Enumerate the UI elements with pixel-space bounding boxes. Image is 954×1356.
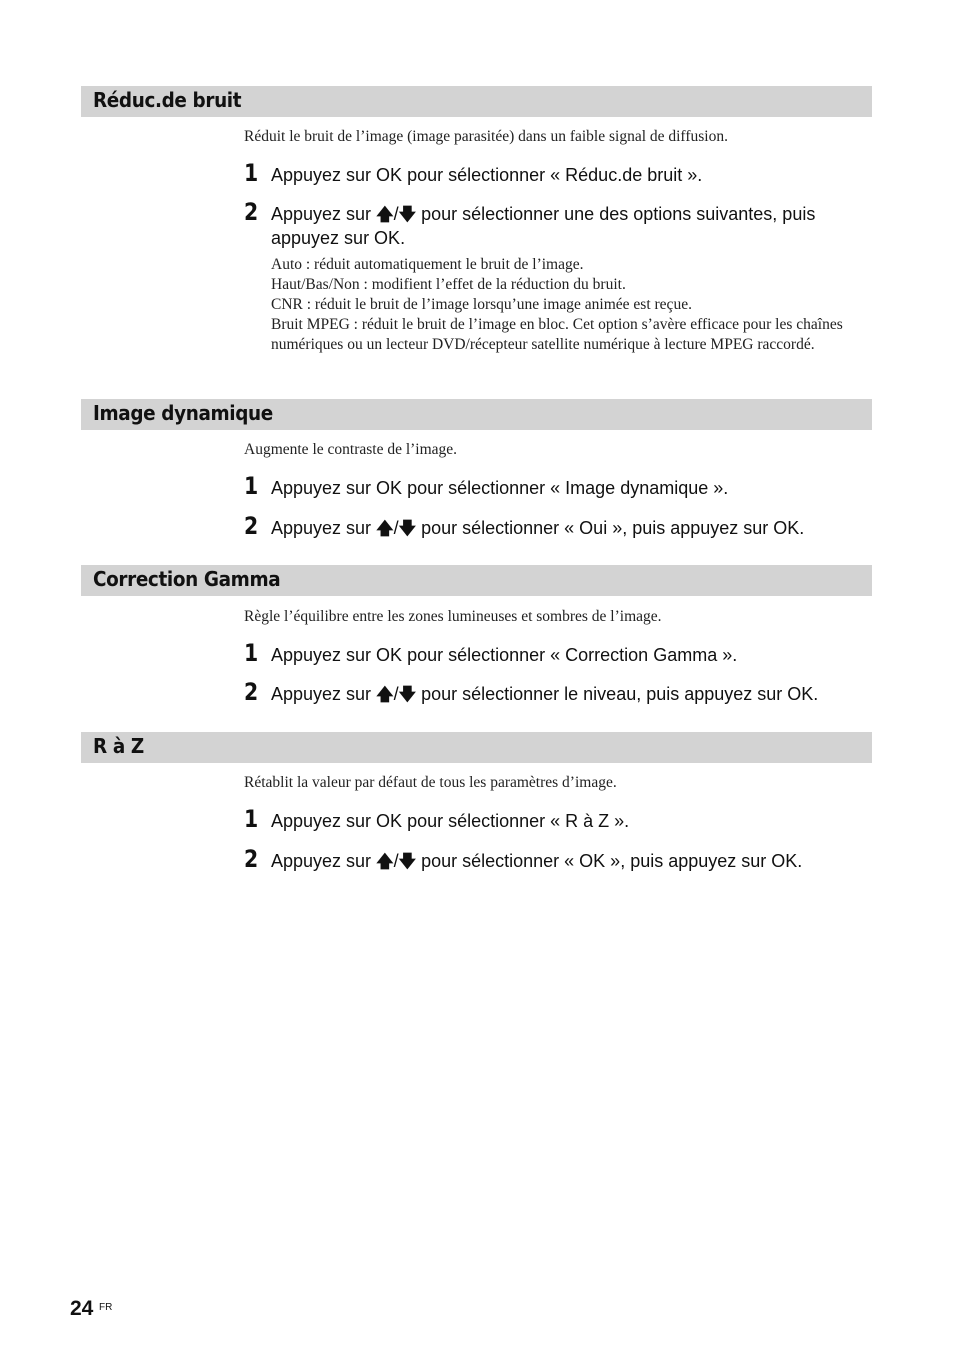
section-title: Correction Gamma	[93, 567, 281, 591]
step-number: 1	[244, 159, 259, 187]
section-description: Augmente le contraste de l’image.	[244, 441, 458, 458]
step-number: 1	[244, 472, 259, 500]
arrow-separator: /	[393, 204, 399, 224]
option-item-haut-bas-non: Haut/Bas/Non : modifient l’effet de la réduction du bruit.	[271, 276, 626, 293]
arrow-separator: /	[393, 684, 399, 704]
section-heading-bar	[81, 86, 872, 117]
arrow-down-icon: 🡇	[398, 852, 417, 872]
step-text-prefix: Appuyez sur	[271, 518, 372, 538]
arrow-down-icon: 🡇	[398, 205, 417, 225]
section-heading-bar	[81, 399, 872, 430]
step-text: Appuyez sur OK pour sélectionner « Correction Gamma ».	[271, 645, 738, 665]
step-text-suffix: pour sélectionner le niveau, puis appuyez sur OK.	[421, 684, 819, 704]
section-description: Réduit le bruit de l’image (image parasitée) dans un faible signal de diffusion.	[244, 128, 728, 145]
step-text	[271, 517, 861, 541]
section-title: R à Z	[93, 734, 144, 758]
arrow-up-icon: 🡅	[376, 852, 394, 872]
step-text-prefix: Appuyez sur	[271, 204, 372, 224]
step-number: 2	[244, 845, 259, 873]
section-description: Règle l’équilibre entre les zones lumineuses et sombres de l’image.	[244, 608, 662, 625]
step-text-prefix: Appuyez sur	[271, 851, 372, 871]
section-title: Image dynamique	[93, 401, 273, 425]
section-heading-bar	[81, 732, 872, 763]
options-list	[271, 255, 871, 355]
option-item-cnr: CNR : réduit le bruit de l’image lorsqu’une image animée est reçue.	[271, 296, 692, 313]
arrow-up-icon: 🡅	[376, 205, 394, 225]
step-text: Appuyez sur OK pour sélectionner « R à Z ».	[271, 811, 630, 831]
arrow-down-icon: 🡇	[398, 519, 417, 539]
option-item-bruit-mpeg: Bruit MPEG : réduit le bruit de l’image en bloc. Cet option s’avère efficace pour les chaînes numériques ou un lecteur DVD/récepteur satellite numérique à lecture MPEG raccordé.	[271, 316, 843, 353]
step-text-suffix: pour sélectionner « OK », puis appuyez sur OK.	[421, 851, 803, 871]
step-text: Appuyez sur OK pour sélectionner « Image dynamique ».	[271, 478, 729, 498]
arrow-down-icon: 🡇	[398, 685, 417, 705]
section-heading-bar	[81, 565, 872, 596]
section-title: Réduc.de bruit	[93, 88, 242, 112]
step-text	[271, 203, 861, 250]
step-number: 1	[244, 805, 259, 833]
step-text-suffix: pour sélectionner une des options suivantes, puis appuyez sur OK.	[271, 204, 816, 248]
step-number: 2	[244, 678, 259, 706]
arrow-up-icon: 🡅	[376, 685, 394, 705]
step-number: 2	[244, 198, 259, 226]
arrow-separator: /	[393, 518, 399, 538]
step-number: 1	[244, 639, 259, 667]
arrow-up-icon: 🡅	[376, 519, 394, 539]
step-text: Appuyez sur OK pour sélectionner « Réduc.de bruit ».	[271, 165, 703, 185]
step-text	[271, 683, 861, 707]
step-text	[271, 850, 861, 874]
step-text-suffix: pour sélectionner « Oui », puis appuyez sur OK.	[421, 518, 805, 538]
step-number: 2	[244, 512, 259, 540]
step-text-prefix: Appuyez sur	[271, 684, 372, 704]
option-item-auto: Auto : réduit automatiquement le bruit de l’image.	[271, 256, 584, 273]
section-description: Rétablit la valeur par défaut de tous les paramètres d’image.	[244, 774, 617, 791]
page-language-code: FR	[99, 1302, 113, 1313]
page-number: 24	[70, 1297, 94, 1320]
arrow-separator: /	[393, 851, 399, 871]
